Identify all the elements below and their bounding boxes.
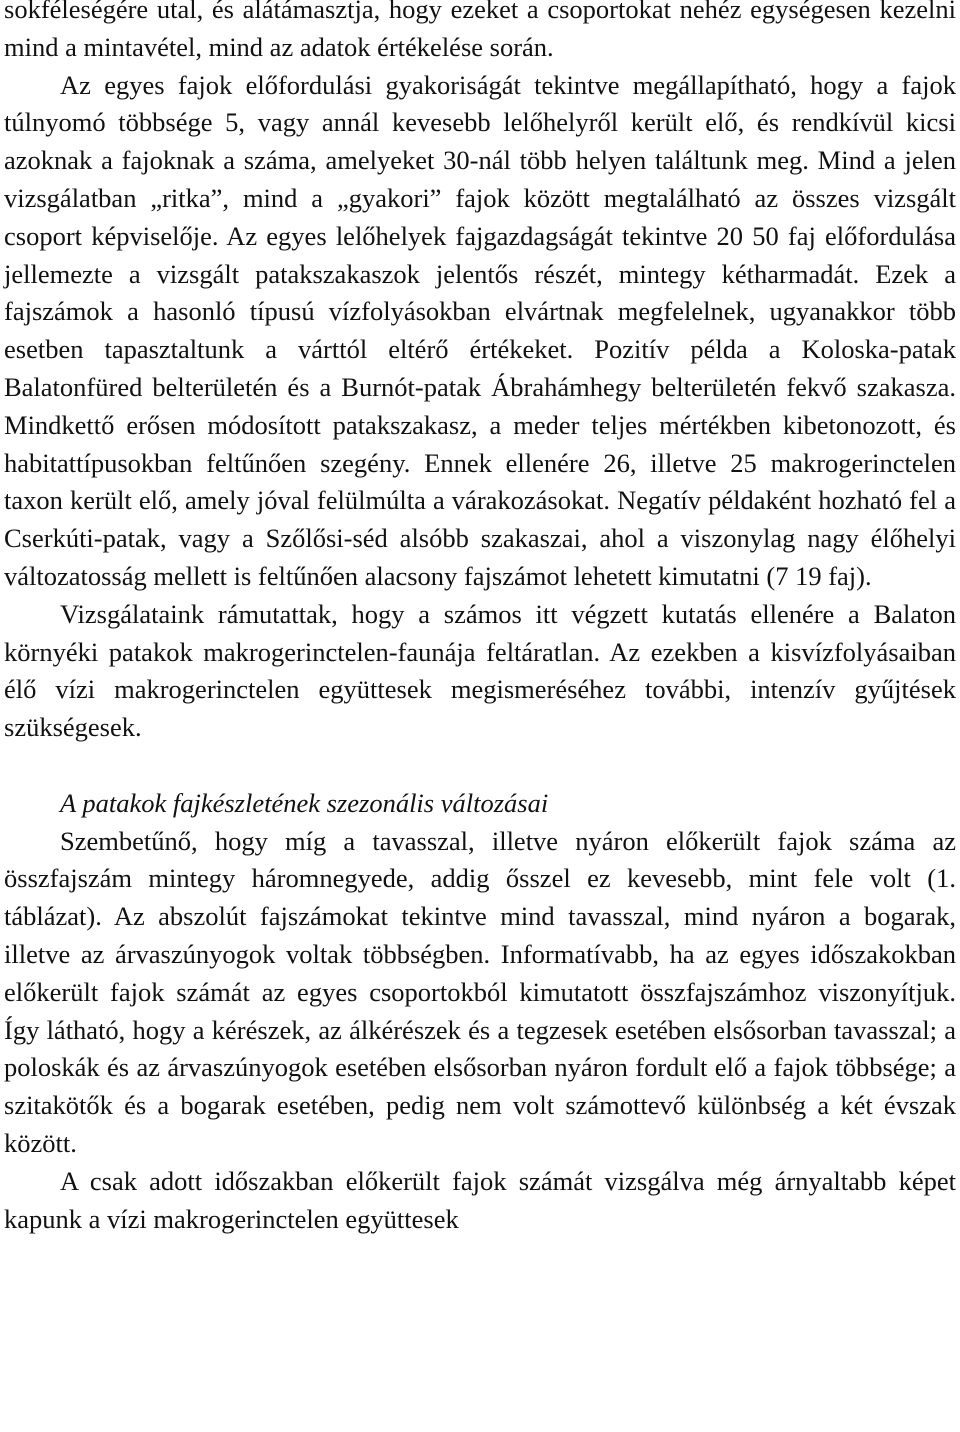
paragraph-conclusion: Vizsgálataink rámutattak, hogy a számos itt végzett kutatás ellenére a Balaton környéki patakok makrogerinctelen-faunája feltáratlan. Az ezekben a kisvízfolyásaiban élő vízi makrogerinctelen együttesek megismeréséhez további, intenzív gyűjtések szükségesek. <box>4 598 956 743</box>
paragraph-species-frequency: Az egyes fajok előfordulási gyakoriságát tekintve megállapítható, hogy a fajok túlnyomó többsége 5, vagy annál kevesebb lelőhelyről került elő, és rendkívül kicsi azoknak a fajoknak a száma, amelyeket 30-nál több helyen találtunk meg. Mind a jelen vizsgálatban „ritka”, mind a „gyakori” fajok között megtalálható az összes vizsgált csoport képviselője. Az egyes lelőhelyek fajgazdagságát tekintve 20 50 faj előfordulása jellemezte a vizsgált patakszakaszok jelentős részét, mintegy kétharmadát. Ezek a fajszámok a hasonló típusú vízfolyásokban elvártnak megfelelnek, ugyanakkor több esetben tapasztaltunk a várttól eltérő értékeket. Pozitív példa a Koloska-patak Balatonfüred belterületén és a Burnót-patak Ábrahámhegy belterületén fekvő szakasza. Mindkettő erősen módosított patakszakasz, a meder teljes mértékben kibetonozott, és habitattípusokban feltűnően szegény. Ennek ellenére 26, illetve 25 makrogerinctelen taxon került elő, amely jóval felülmúlta a várakozásokat. Negatív példaként hozható fel a Cserkúti-patak, vagy a Szőlősi-séd alsóbb szakaszai, ahol a viszonylag nagy élőhelyi változatosság mellett is feltűnően alacsony fajszámot lehetett kimutatni (7 19 faj). <box>4 69 956 591</box>
document-page <box>4 0 956 1238</box>
paragraph-period-species: A csak adott időszakban előkerült fajok számát vizsgálva még árnyaltabb képet kapunk a vízi makrogerinctelen együttesek <box>4 1165 956 1234</box>
paragraph-seasonal-changes: Szembetűnő, hogy míg a tavasszal, illetve nyáron előkerült fajok száma az összfajszám mintegy háromnegyede, addig ősszel ez kevesebb, mint fele volt (1. táblázat). Az abszolút fajszámokat tekintve mind tavasszal, mind nyáron a bogarak, illetve az árvaszúnyogok voltak többségben. Informatívabb, ha az egyes időszakokban előkerült fajok számát az egyes csoportokból kimutatott összfajszámhoz viszonyítjuk. Így látható, hogy a kérészek, az álkérészek és a tegzesek esetében elsősorban tavasszal; a poloskák és az árvaszúnyogok esetében elsősorban nyáron fordult elő a fajok többsége; a szitakötők és a bogarak esetében, pedig nem volt számottevő különbség a két évszak között. <box>4 825 956 1158</box>
section-heading: A patakok fajkészletének szezonális változásai <box>60 787 549 818</box>
paragraph-continuation: sokféleségére utal, és alátámasztja, hogy ezeket a csoportokat nehéz egységesen kezelni mind a mintavétel, mind az adatok értékelése során. <box>4 0 956 62</box>
section-spacer <box>4 747 956 785</box>
